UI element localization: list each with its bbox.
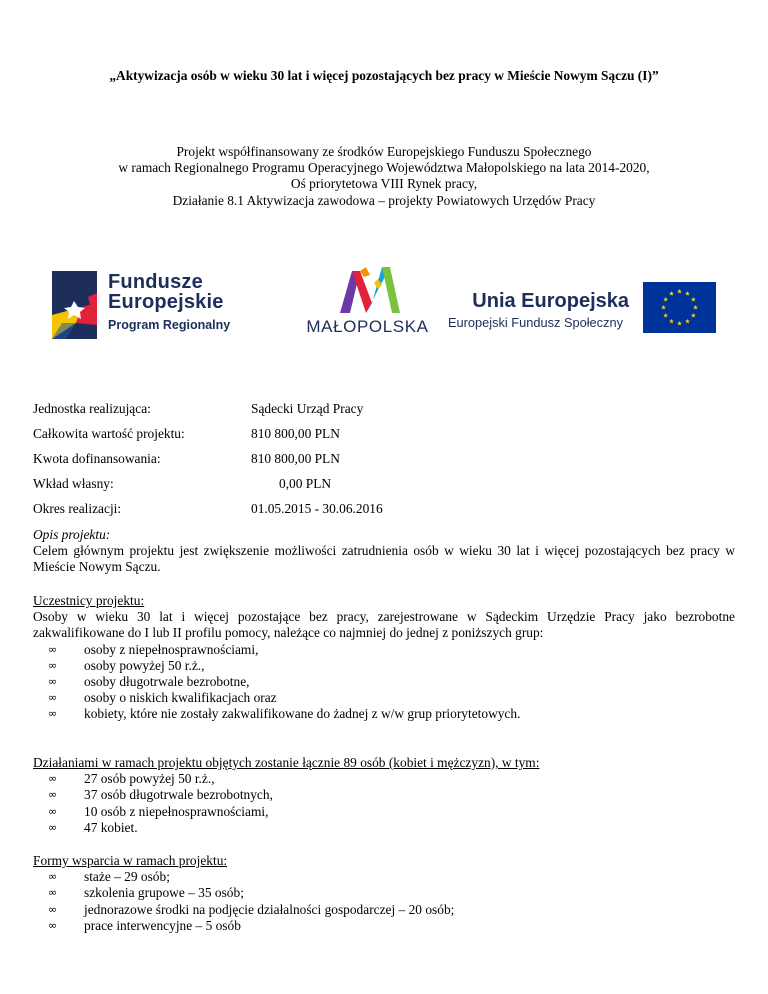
list-item: ∞ szkolenia grupowe – 35 osób; [48, 885, 244, 901]
info-label: Kwota dofinansowania: [33, 451, 161, 466]
list-item: ∞ jednorazowe środki na podjęcie działalności gospodarczej – 20 osób; [48, 901, 455, 917]
infinity-bullet-icon: ∞ [48, 820, 58, 834]
cofinancing-line: Oś priorytetowa VIII Rynek pracy, [290, 176, 478, 192]
section-text: Osoby w wieku 30 lat i więcej pozostające bez pracy, zarejestrowane w Sądeckim Urzędzie Pracy jako bezrobotne zakwalifikowane do I lub II profilu pomocy, należące co najmniej do jednej z poniższych grup: [33, 609, 735, 641]
infinity-bullet-icon: ∞ [48, 902, 58, 916]
cofinancing-line: Projekt współfinansowany ze środków Europejskiego Funduszu Społecznego [176, 144, 592, 159]
infinity-bullet-icon: ∞ [48, 788, 58, 802]
section-uczestnicy [33, 593, 735, 723]
list-item: ∞ osoby powyżej 50 r.ż., [48, 657, 205, 673]
bullet-list [33, 642, 735, 723]
infinity-bullet-icon: ∞ [48, 918, 58, 932]
infinity-bullet-icon: ∞ [48, 658, 58, 672]
section-formy [33, 853, 735, 934]
list-item: ∞ 47 kobiet. [48, 819, 138, 835]
list-item: ∞ osoby długotrwale bezrobotne, [48, 674, 250, 690]
cofinancing-statement [0, 144, 768, 209]
infinity-bullet-icon: ∞ [48, 804, 58, 818]
fundusze-line1: Fundusze [108, 271, 203, 293]
list-item: ∞ kobiety, które nie zostały zakwalifikowane do żadnej z w/w grup priorytetowych. [48, 706, 521, 722]
info-label: Całkowita wartość projektu: [33, 426, 185, 441]
malopolska-wordmark: MAŁOPOLSKA [306, 317, 429, 336]
project-title: „Aktywizacja osób w wieku 30 lat i więcej pozostających bez pracy w Mieście Nowym Sączu (I)” [109, 68, 659, 83]
section-opis [33, 527, 735, 576]
info-label: Okres realizacji: [33, 501, 122, 516]
infinity-bullet-icon: ∞ [48, 642, 58, 656]
cofinancing-line: Działanie 8.1 Aktywizacja zawodowa – projekty Powiatowych Urzędów Pracy [172, 192, 596, 208]
list-item: ∞ 37 osób długotrwale bezrobotnych, [48, 787, 273, 803]
cofinancing-line: w ramach Regionalnego Programu Operacyjnego Województwa Małopolskiego na lata 2014-2020, [118, 160, 650, 176]
bullet-list [33, 869, 735, 934]
list-item: ∞ staże – 29 osób; [48, 869, 170, 885]
infinity-bullet-icon: ∞ [48, 870, 58, 884]
list-item: ∞ osoby z niepełnosprawnościami, [48, 641, 259, 657]
info-value: 0,00 PLN [279, 476, 332, 491]
section-heading: Działaniami w ramach projektu objętych zostanie łącznie 89 osób (kobiet i mężczyzn), w tym: [33, 755, 540, 770]
info-label: Wkład własny: [33, 476, 114, 491]
unia-line1: Unia Europejska [472, 290, 629, 312]
infinity-bullet-icon: ∞ [48, 707, 58, 721]
unia-line2: Europejski Fundusz Społeczny [448, 315, 623, 330]
info-value: Sądecki Urząd Pracy [251, 401, 364, 416]
section-text: Celem głównym projektu jest zwiększenie możliwości zatrudnienia osób w wieku 30 lat i więcej pozostających bez pracy w Mieście Nowym Sączu. [33, 543, 735, 575]
list-item: ∞ osoby o niskich kwalifikacjach oraz [48, 690, 277, 706]
section-dzialania [33, 755, 735, 836]
section-heading: Formy wsparcia w ramach projektu: [33, 853, 228, 868]
infinity-bullet-icon: ∞ [48, 886, 58, 900]
fundusze-europejskie-wordmark [108, 272, 230, 334]
list-item: ∞ prace interwencyjne – 5 osób [48, 917, 241, 933]
unia-europejska-wordmark [448, 290, 629, 332]
infinity-bullet-icon: ∞ [48, 691, 58, 705]
info-label: Jednostka realizująca: [33, 401, 151, 416]
info-value: 810 800,00 PLN [251, 451, 340, 466]
malopolska-logo-icon [338, 263, 402, 315]
eu-flag-icon [643, 282, 716, 333]
fundusze-line2: Europejskie [108, 291, 224, 313]
infinity-bullet-icon: ∞ [48, 675, 58, 689]
section-heading: Uczestnicy projektu: [33, 593, 145, 608]
section-heading: Opis projektu: [33, 527, 111, 542]
fundusze-europejskie-logo-icon [52, 271, 97, 339]
info-value: 01.05.2015 - 30.06.2016 [251, 501, 383, 516]
list-item: ∞ 10 osób z niepełnosprawnościami, [48, 803, 269, 819]
infinity-bullet-icon: ∞ [48, 772, 58, 786]
bullet-list [33, 771, 735, 836]
fundusze-line3: Program Regionalny [108, 318, 231, 332]
info-value: 810 800,00 PLN [251, 426, 340, 441]
list-item: ∞ 27 osób powyżej 50 r.ż., [48, 771, 215, 787]
